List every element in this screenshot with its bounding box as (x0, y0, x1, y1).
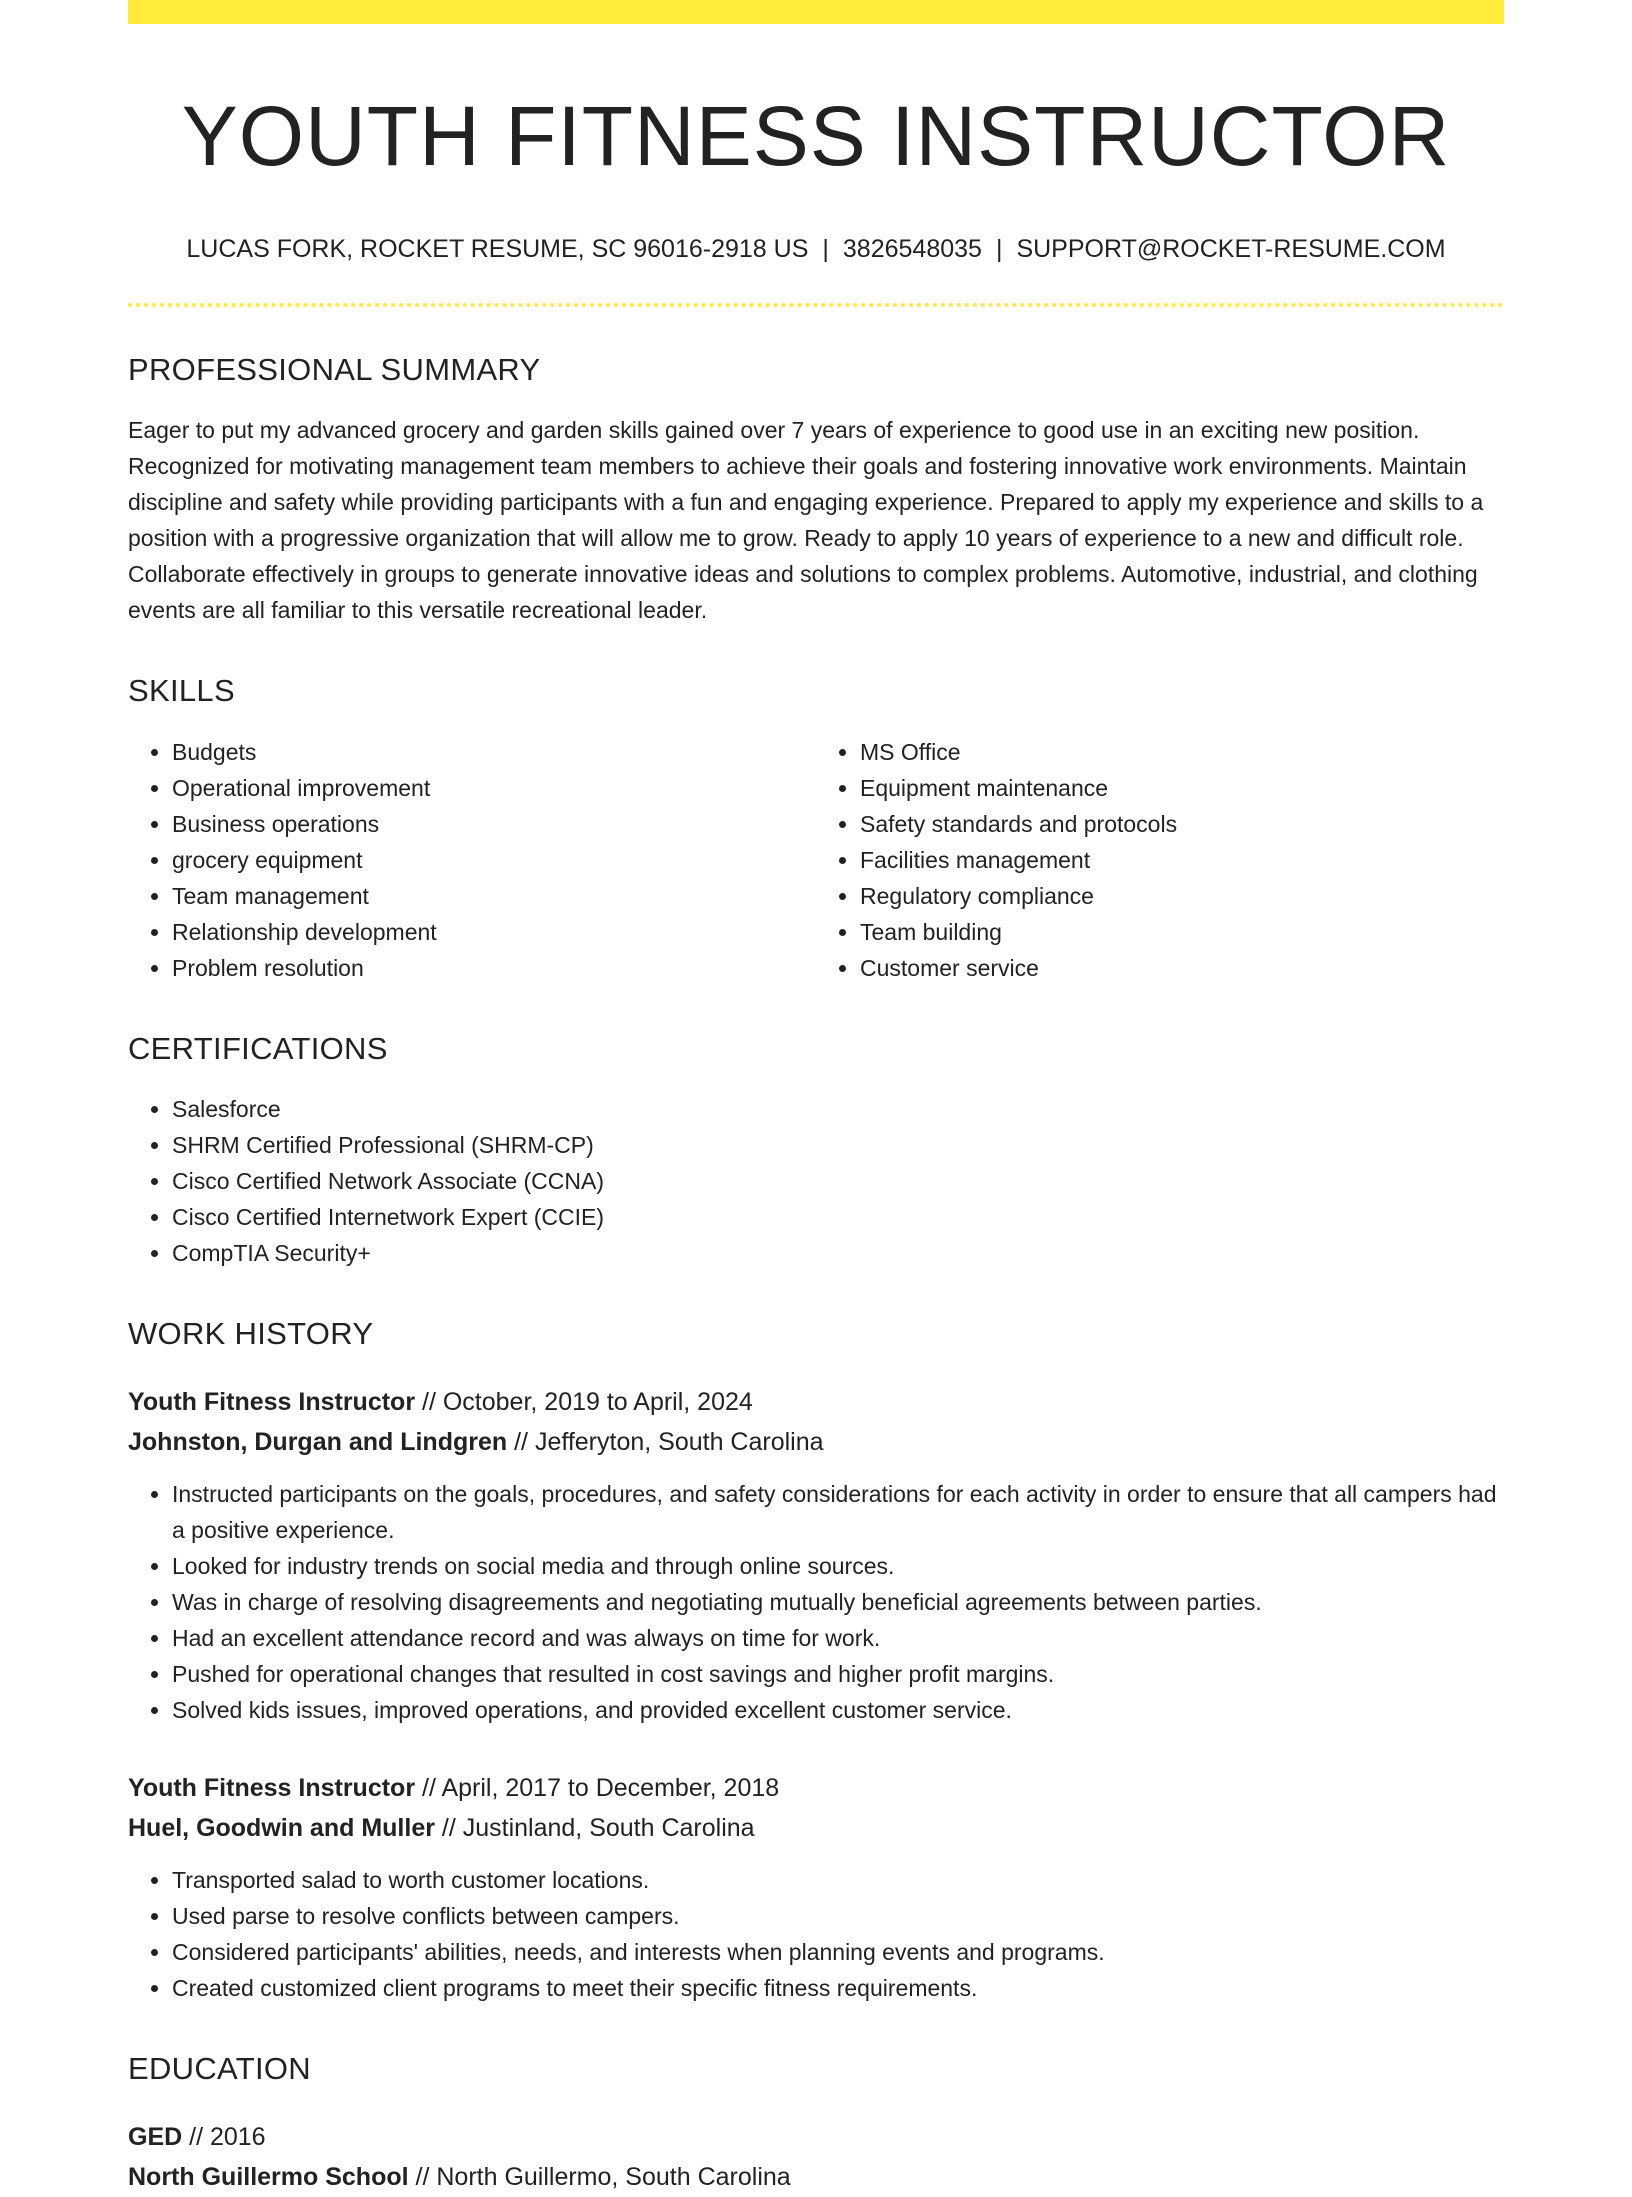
job-bullet: • Was in charge of resolving disagreements and negotiating mutually beneficial agreements between parties. (172, 1584, 1504, 1620)
job-title: Youth Fitness Instructor (128, 1388, 416, 1417)
resume-page (128, 0, 1504, 2197)
job-entry (128, 1768, 1504, 2006)
education-school-line (128, 2157, 1504, 2197)
summary-section (128, 351, 1504, 628)
education-year: // 2016 (182, 2123, 266, 2152)
skill-item: • grocery equipment (172, 842, 816, 878)
job-bullet: • Solved kids issues, improved operations, and provided excellent customer service. (172, 1692, 1504, 1728)
job-company-line (128, 1422, 1504, 1462)
skill-item: • Budgets (172, 734, 816, 770)
skill-item: • Problem resolution (172, 950, 816, 986)
certifications-section (128, 1030, 1504, 1271)
job-bullets (128, 1862, 1504, 2006)
contact-line (128, 233, 1504, 266)
job-title-line (128, 1768, 1504, 1808)
skill-item: • Facilities management (860, 842, 1504, 878)
job-location: // Jefferyton, South Carolina (507, 1428, 824, 1457)
job-company-line (128, 1808, 1504, 1848)
contact-address: LUCAS FORK, ROCKET RESUME, SC 96016-2918 US (186, 234, 809, 263)
certification-item: • Salesforce (172, 1091, 1504, 1127)
summary-text: Eager to put my advanced grocery and garden skills gained over 7 years of experience to good use in an exciting new position. Recognized for motivating management team members to achieve their goals and fostering innovative work environments. Maintain discipline and safety while providing participants with a fun and engaging experience. Prepared to apply my experience and skills to a position with a progressive organization that will allow me to grow. Ready to apply 10 years of experience to a new and difficult role. Collaborate effectively in groups to generate innovative ideas and solutions to complex problems. Automotive, industrial, and clothing events are all familiar to this versatile recreational leader. (128, 417, 1484, 624)
skills-list-right (816, 734, 1504, 986)
job-bullet: • Instructed participants on the goals, procedures, and safety considerations for each activity in order to ensure that all campers had a positive experience. (172, 1476, 1504, 1548)
contact-separator: | (822, 234, 829, 263)
job-bullet: • Transported salad to worth customer locations. (172, 1862, 1504, 1898)
work-history-section (128, 1315, 1504, 2006)
skill-item: • Regulatory compliance (860, 878, 1504, 914)
skills-grid (128, 734, 1504, 986)
education-location: // North Guillermo, South Carolina (408, 2163, 791, 2192)
education-degree-line (128, 2117, 1504, 2157)
certification-item: • SHRM Certified Professional (SHRM-CP) (172, 1127, 1504, 1163)
accent-top-bar (128, 0, 1504, 24)
skill-item: • Equipment maintenance (860, 770, 1504, 806)
skills-section (128, 672, 1504, 985)
job-title: Youth Fitness Instructor (128, 1774, 416, 1803)
certifications-heading: CERTIFICATIONS (128, 1030, 388, 1066)
job-company: Johnston, Durgan and Lindgren (128, 1428, 508, 1457)
job-title-line (128, 1382, 1504, 1422)
skill-item: • Relationship development (172, 914, 816, 950)
work-history-heading: WORK HISTORY (128, 1315, 374, 1351)
job-entry (128, 1382, 1504, 1728)
job-bullet: • Used parse to resolve conflicts between campers. (172, 1898, 1504, 1934)
skill-item: • MS Office (860, 734, 1504, 770)
certifications-list (128, 1091, 1504, 1271)
skills-list-left (128, 734, 816, 986)
job-bullet: • Looked for industry trends on social media and through online sources. (172, 1548, 1504, 1584)
skills-heading: SKILLS (128, 673, 235, 709)
certification-item: • Cisco Certified Internetwork Expert (CCIE) (172, 1199, 1504, 1235)
skill-item: • Business operations (172, 806, 816, 842)
skill-item: • Team management (172, 878, 816, 914)
education-school: North Guillermo School (128, 2163, 409, 2192)
certification-item: • CompTIA Security+ (172, 1235, 1504, 1271)
education-degree: GED (128, 2123, 183, 2152)
dotted-divider (128, 303, 1504, 307)
skill-item: • Team building (860, 914, 1504, 950)
job-company: Huel, Goodwin and Muller (128, 1814, 435, 1843)
job-bullet: • Considered participants' abilities, needs, and interests when planning events and programs. (172, 1934, 1504, 1970)
resume-title: YOUTH FITNESS INSTRUCTOR (181, 89, 1451, 183)
job-bullet: • Had an excellent attendance record and was always on time for work. (172, 1620, 1504, 1656)
summary-heading: PROFESSIONAL SUMMARY (128, 352, 541, 388)
job-dates: // October, 2019 to April, 2024 (415, 1388, 753, 1417)
skill-item: • Safety standards and protocols (860, 806, 1504, 842)
contact-phone[interactable]: 3826548035 (842, 234, 982, 263)
job-dates: // April, 2017 to December, 2018 (415, 1774, 780, 1803)
certification-item: • Cisco Certified Network Associate (CCNA) (172, 1163, 1504, 1199)
job-location: // Justinland, South Carolina (434, 1814, 755, 1843)
education-section (128, 2050, 1504, 2197)
skill-item: • Customer service (860, 950, 1504, 986)
contact-email[interactable]: SUPPORT@ROCKET-RESUME.COM (1016, 234, 1446, 263)
education-entry (128, 2117, 1504, 2197)
education-heading: EDUCATION (128, 2051, 311, 2087)
contact-separator: | (995, 234, 1003, 263)
job-bullet: • Created customized client programs to meet their specific fitness requirements. (172, 1970, 1504, 2006)
skill-item: • Operational improvement (172, 770, 816, 806)
job-bullet: • Pushed for operational changes that resulted in cost savings and higher profit margins. (172, 1656, 1504, 1692)
job-bullets (128, 1476, 1504, 1728)
